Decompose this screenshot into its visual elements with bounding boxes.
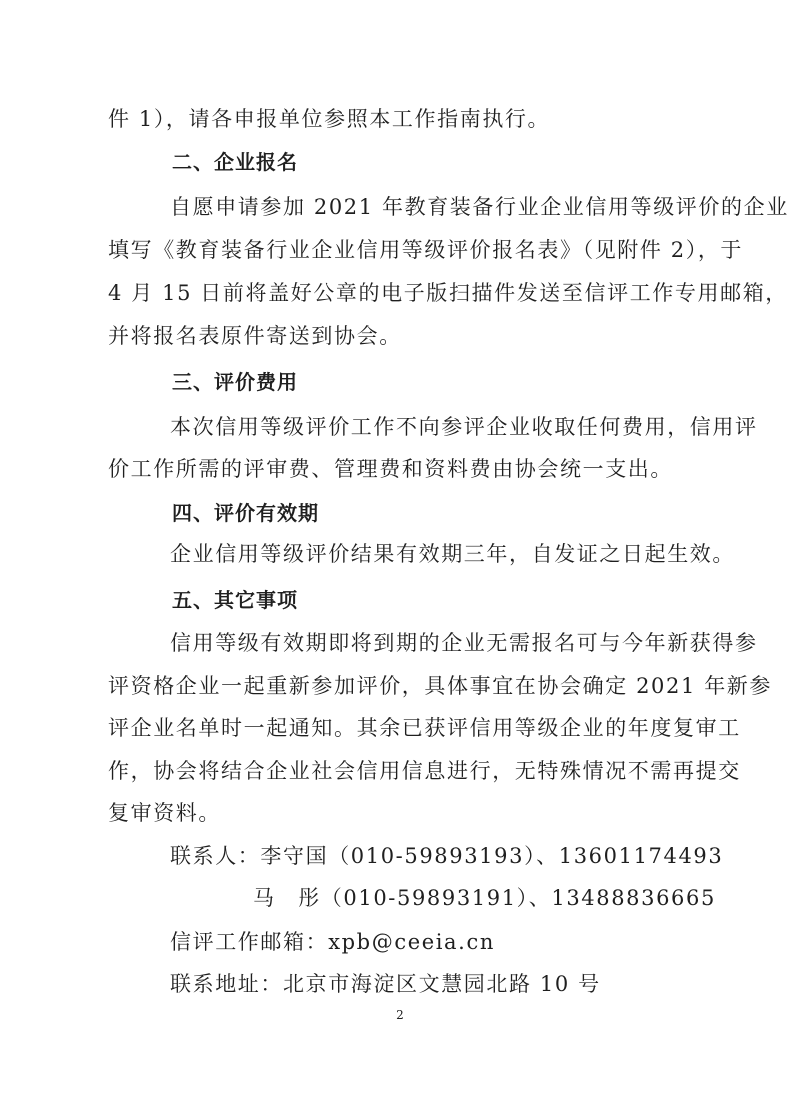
contact-person-line: 联系人：李守国（010-59893193）、13601174493 [170, 844, 724, 868]
section-heading-validity-period: 四、评价有效期 [172, 501, 319, 525]
paragraph-line: 评资格企业一起重新参加评价，具体事宜在协会确定 2021 年新参 [108, 674, 772, 698]
section-heading-other-matters: 五、其它事项 [172, 588, 298, 612]
paragraph-line: 4 月 15 日前将盖好公章的电子版扫描件发送至信评工作专用邮箱， [108, 281, 788, 305]
paragraph-line: 信用等级有效期即将到期的企业无需报名可与今年新获得参 [170, 631, 758, 655]
section-heading-enterprise-registration: 二、企业报名 [172, 150, 298, 174]
contact-address-line: 联系地址：北京市海淀区文慧园北路 10 号 [170, 972, 601, 996]
paragraph-line: 企业信用等级评价结果有效期三年，自发证之日起生效。 [170, 542, 735, 566]
paragraph-line: 价工作所需的评审费、管理费和资料费由协会统一支出。 [108, 457, 673, 481]
paragraph-line: 自愿申请参加 2021 年教育装备行业企业信用等级评价的企业 [170, 195, 789, 219]
paragraph-line: 件 1），请各申报单位参照本工作指南执行。 [108, 107, 551, 131]
paragraph-line: 复审资料。 [108, 801, 221, 825]
paragraph-line: 作，协会将结合企业社会信用信息进行，无特殊情况不需再提交 [108, 759, 741, 783]
contact-email-line: 信评工作邮箱：xpb@ceeia.cn [170, 930, 495, 954]
paragraph-line: 并将报名表原件寄送到协会。 [108, 324, 402, 348]
paragraph-line: 本次信用等级评价工作不向参评企业收取任何费用，信用评 [170, 415, 758, 439]
contact-person-line: 马 彤（010-59893191）、13488836665 [253, 886, 716, 910]
page-number: 2 [396, 1008, 404, 1022]
paragraph-line: 填写《教育装备行业企业信用等级评价报名表》（见附件 2），于 [108, 238, 744, 262]
paragraph-line: 评企业名单时一起通知。其余已获评信用等级企业的年度复审工 [108, 716, 741, 740]
section-heading-evaluation-fees: 三、评价费用 [172, 370, 298, 394]
